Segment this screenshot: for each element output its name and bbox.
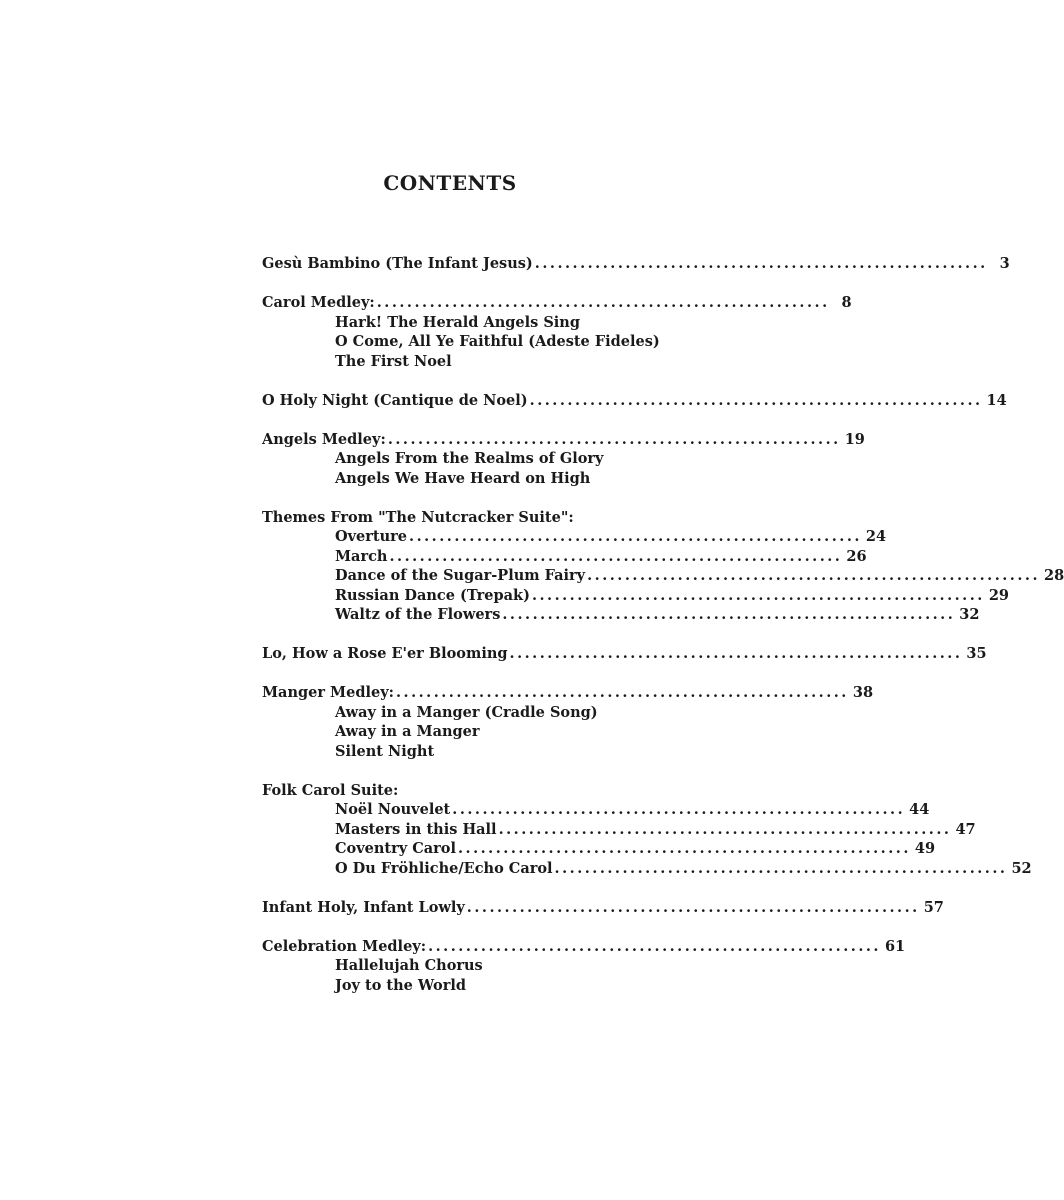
toc-group	[262, 430, 865, 489]
entry-title: Russian Dance (Trepak)	[335, 586, 530, 604]
toc-group	[262, 644, 987, 664]
toc-medley-item: Angels We Have Heard on High	[335, 469, 591, 487]
entry-title: Overture	[335, 528, 408, 545]
dot-leader: ............................................................	[428, 937, 881, 955]
toc-medley-item: O Come, All Ye Faithful (Adeste Fideles)	[335, 333, 660, 350]
page-number: 61	[884, 937, 906, 955]
entry-title: Waltz of the Flowers	[335, 606, 501, 623]
dot-leader: ............................................................	[452, 801, 906, 818]
page-number: 8	[841, 294, 852, 311]
toc-group	[262, 937, 906, 996]
dot-leader: ............................................................	[395, 684, 849, 701]
entry-title: Noël Nouvelet	[335, 801, 451, 818]
toc-group	[262, 898, 944, 918]
dot-leader: ............................................................	[509, 645, 963, 662]
page-number: 38	[852, 684, 874, 701]
toc-group	[262, 293, 852, 371]
toc-entry	[262, 937, 906, 957]
table-of-contents	[262, 254, 1064, 1015]
entry-title: O Holy Night (Cantique de Noel)	[262, 391, 528, 409]
toc-group	[262, 508, 1064, 625]
toc-sub-entry	[262, 527, 887, 547]
toc-section-heading: Themes From "The Nutcracker Suite":	[262, 508, 574, 526]
toc-medley-item: Angels From the Realms of Glory	[335, 450, 604, 467]
toc-entry	[262, 254, 1010, 274]
page-number: 35	[966, 645, 987, 662]
page-number: 47	[955, 820, 976, 838]
toc-sub-entry	[262, 547, 867, 567]
dot-leader: ............................................................	[409, 528, 862, 545]
toc-sub-entry	[262, 820, 976, 840]
toc-entry	[262, 683, 874, 703]
entry-title: Infant Holy, Infant Lowly	[262, 898, 465, 916]
entry-title: Manger Medley:	[262, 684, 394, 701]
dot-leader: ............................................................	[587, 567, 1040, 584]
toc-medley-item: The First Noel	[335, 352, 452, 370]
toc-section-heading: Folk Carol Suite:	[262, 781, 399, 799]
toc-sub-entry	[262, 839, 936, 859]
dot-leader: ............................................................	[389, 547, 843, 565]
toc-sub-entry	[262, 859, 1032, 879]
entry-title: Masters in this Hall	[335, 820, 497, 838]
toc-group	[262, 781, 1032, 879]
toc-sub-entry	[262, 605, 980, 625]
toc-sub-entry	[262, 800, 930, 820]
dot-leader: ............................................................	[387, 430, 841, 448]
dot-leader: ............................................................	[376, 294, 830, 311]
page-number: 28	[1044, 567, 1064, 584]
toc-group	[262, 254, 1010, 274]
toc-sub-entry	[262, 586, 1010, 606]
page-number: 24	[865, 528, 887, 545]
entry-title: Carol Medley:	[262, 294, 375, 311]
page-number: 57	[923, 898, 944, 916]
dot-leader: ............................................................	[457, 840, 911, 857]
dot-leader: ............................................................	[554, 859, 1008, 877]
page-number: 44	[909, 801, 930, 818]
page-number: 3	[999, 255, 1010, 272]
dot-leader: ............................................................	[502, 606, 956, 623]
entry-title: March	[335, 547, 388, 565]
entry-title: O Du Fröhliche/Echo Carol	[335, 859, 553, 877]
toc-entry	[262, 293, 852, 313]
entry-title: Coventry Carol	[335, 840, 456, 857]
entry-title: Gesù Bambino (The Infant Jesus)	[262, 255, 533, 272]
toc-entry	[262, 430, 865, 450]
page-number: 19	[844, 430, 865, 448]
toc-group	[262, 683, 874, 761]
toc-entry	[262, 898, 944, 918]
toc-entry	[262, 391, 1007, 411]
toc-medley-item: Silent Night	[335, 742, 435, 760]
dot-leader: ............................................................	[466, 898, 920, 916]
page-number: 52	[1011, 859, 1032, 877]
entry-title: Lo, How a Rose E'er Blooming	[262, 645, 508, 662]
toc-sub-entry	[262, 566, 1064, 586]
dot-leader: ............................................................	[531, 586, 985, 604]
toc-entry	[262, 644, 987, 664]
dot-leader: ............................................................	[529, 391, 983, 409]
page-number: 14	[986, 391, 1007, 409]
toc-group	[262, 391, 1007, 411]
page-number: 49	[914, 840, 936, 857]
toc-medley-item: Hallelujah Chorus	[335, 957, 483, 974]
toc-medley-item: Hark! The Herald Angels Sing	[335, 313, 580, 331]
toc-medley-item: Away in a Manger	[335, 723, 480, 740]
page-number: 26	[846, 547, 867, 565]
toc-medley-item: Away in a Manger (Cradle Song)	[335, 703, 598, 721]
dot-leader: ............................................................	[534, 255, 988, 272]
entry-title: Dance of the Sugar-Plum Fairy	[335, 567, 586, 584]
dot-leader: ............................................................	[498, 820, 952, 838]
entry-title: Angels Medley:	[262, 430, 386, 448]
page-number: 29	[988, 586, 1010, 604]
page-number: 32	[959, 606, 980, 623]
entry-title: Celebration Medley:	[262, 937, 427, 955]
toc-medley-item: Joy to the World	[335, 976, 466, 994]
page-title: CONTENTS	[383, 171, 517, 195]
